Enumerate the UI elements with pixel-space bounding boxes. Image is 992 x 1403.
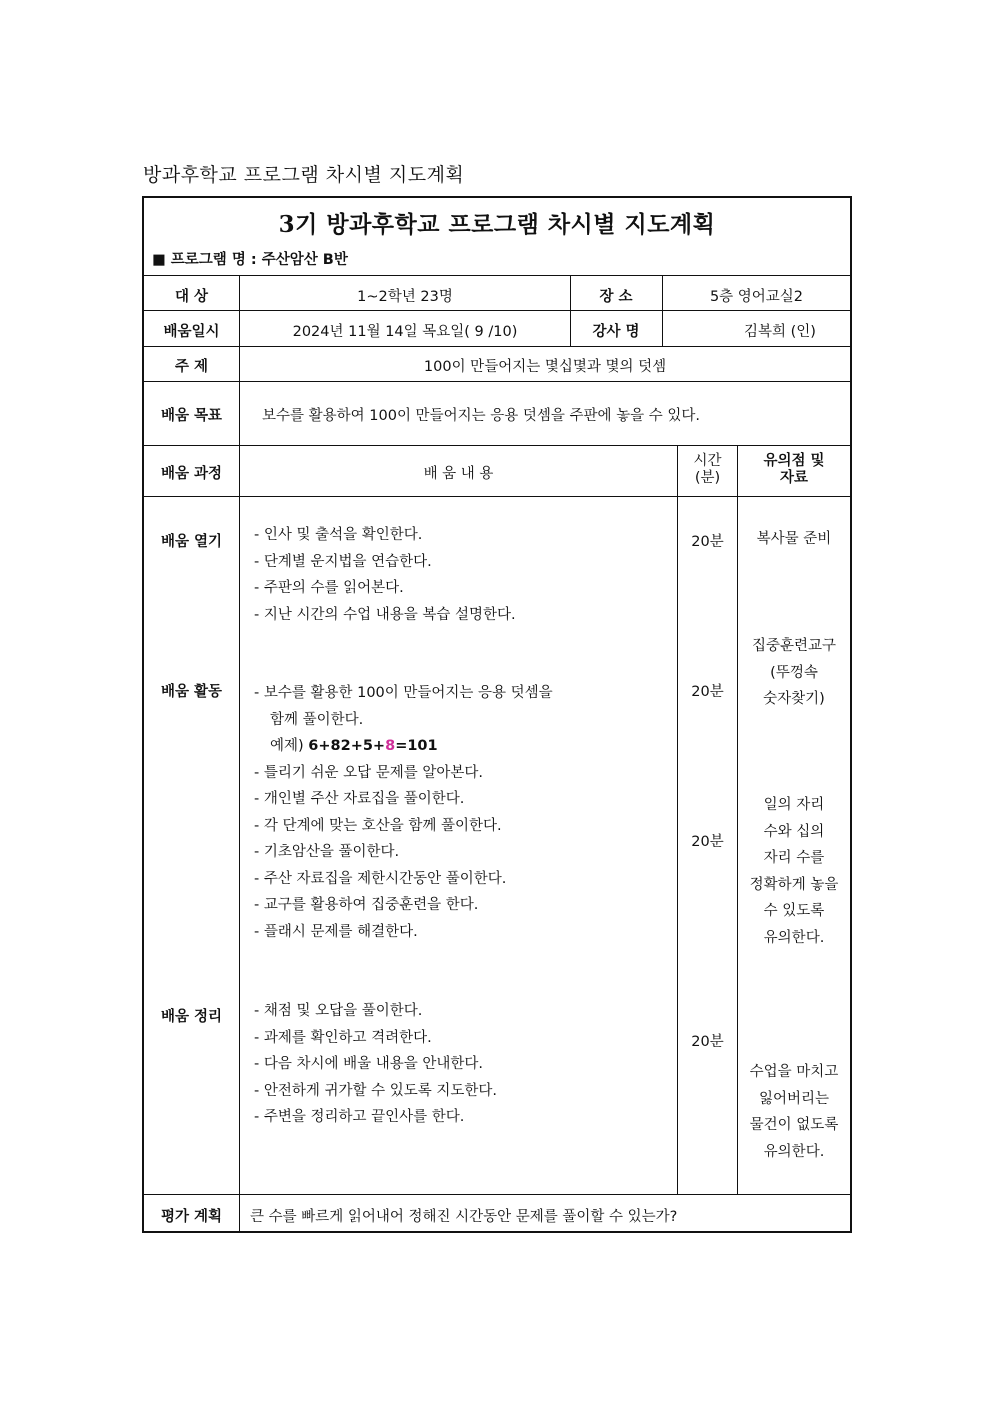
stage-open: 배움 열기 — [160, 534, 223, 550]
list-item: - 안전하게 귀가할 수 있도록 지도한다. — [254, 1082, 497, 1099]
date-label: 배움일시 — [163, 324, 220, 340]
date-value: 2024년 11월 14일 목요일( 9 /10) — [292, 324, 518, 340]
time-header-line2: (분) — [694, 470, 721, 486]
target-label: 대 상 — [174, 289, 209, 305]
list-item: - 단계별 운지법을 연습한다. — [254, 553, 432, 570]
process-header: 배움 과정 — [160, 466, 223, 482]
list-item: - 기초암산을 풀이한다. — [254, 844, 400, 860]
activity-items — [254, 680, 553, 945]
list-item: - 지난 시간의 수업 내용을 복습 설명한다. — [254, 606, 516, 623]
col-divider — [239, 275, 240, 1233]
place-label: 장 소 — [599, 289, 633, 305]
eval-value: 큰 수를 빠르게 읽어내어 정해진 시간동안 문제를 풀이할 수 있는가? — [250, 1209, 678, 1225]
time-value: 20분 — [691, 1034, 724, 1050]
notes-header — [738, 453, 850, 487]
eval-label: 평가 계획 — [160, 1209, 223, 1225]
row-divider — [144, 381, 850, 382]
list-item: - 다음 차시에 배울 내용을 안내한다. — [254, 1056, 483, 1072]
row-divider — [144, 496, 850, 497]
row-divider — [144, 275, 850, 276]
list-item: - 주판의 수를 읽어본다. — [254, 580, 404, 596]
lesson-plan-table — [142, 196, 852, 1233]
program-name: ■ 프로그램 명 : 주산암산 B반 — [152, 252, 348, 268]
topic-value: 100이 만들어지는 몇십몇과 몇의 덧셈 — [423, 359, 667, 375]
note-place-value: 일의 자리 수와 십의 자리 수를 정확하게 놓을 수 있도록 유의한다. — [749, 797, 839, 946]
teacher-label: 강사 명 — [592, 324, 640, 340]
list-item: - 플래시 문제를 해결한다. — [254, 923, 418, 940]
document-caption: 방과후학교 프로그램 차시별 지도계획 — [143, 164, 465, 186]
row-divider — [144, 445, 850, 446]
list-item: - 채점 및 오답을 풀이한다. — [254, 1003, 423, 1019]
col-divider — [677, 445, 678, 1194]
note-materials: 복사물 준비 — [756, 531, 832, 547]
time-header-line1: 시간 — [693, 453, 722, 469]
note-belongings: 수업을 마치고 잃어버리는 물건이 없도록 유의한다. — [749, 1064, 839, 1160]
stage-activity: 배움 활동 — [160, 684, 223, 700]
target-value: 1~2학년 23명 — [357, 289, 453, 305]
list-item: - 개인별 주산 자료집을 풀이한다. — [254, 791, 465, 807]
topic-label: 주 제 — [174, 359, 209, 375]
list-item: - 보수를 활용한 100이 만들어지는 응용 덧셈을 — [254, 685, 553, 701]
content-header: 배 움 내 용 — [423, 466, 494, 482]
time-value: 20분 — [691, 834, 724, 850]
list-item: 함께 풀이한다. — [270, 711, 364, 728]
list-item: - 각 단계에 맞는 호산을 함께 풀이한다. — [254, 817, 502, 834]
stage-close: 배움 정리 — [160, 1009, 223, 1025]
list-item: - 주산 자료집을 제한시간동안 풀이한다. — [254, 870, 507, 887]
list-item: - 인사 및 출석을 확인한다. — [254, 527, 423, 543]
notes-header-line1: 유의점 및 — [763, 453, 825, 469]
open-items — [254, 522, 516, 628]
place-value: 5층 영어교실2 — [709, 289, 804, 305]
row-divider — [144, 1194, 850, 1195]
list-item: - 틀리기 쉬운 오답 문제를 알아본다. — [254, 764, 483, 781]
list-item: - 주변을 정리하고 끝인사를 한다. — [254, 1109, 465, 1125]
notes-header-line2: 자료 — [779, 470, 808, 486]
list-item: - 과제를 확인하고 격려한다. — [254, 1029, 432, 1046]
time-value: 20분 — [691, 684, 724, 700]
example-equation: 예제) 6+82+5+8=101 — [270, 738, 438, 754]
plan-title: 3기 방과후학교 프로그램 차시별 지도계획 — [278, 211, 716, 238]
time-value: 20분 — [691, 534, 724, 550]
teacher-value: 김복희 (인) — [744, 324, 816, 340]
row-divider — [144, 346, 850, 347]
list-item: - 교구를 활용하여 집중훈련을 한다. — [254, 897, 479, 913]
row-divider — [144, 310, 850, 311]
note-training-tool: 집중훈련교구 (뚜껑속 숫자찾기) — [751, 638, 837, 707]
goal-label: 배움 목표 — [160, 408, 223, 424]
close-items — [254, 998, 497, 1131]
time-header — [678, 453, 737, 487]
goal-value: 보수를 활용하여 100이 만들어지는 응용 덧셈을 주판에 놓을 수 있다. — [262, 408, 700, 424]
